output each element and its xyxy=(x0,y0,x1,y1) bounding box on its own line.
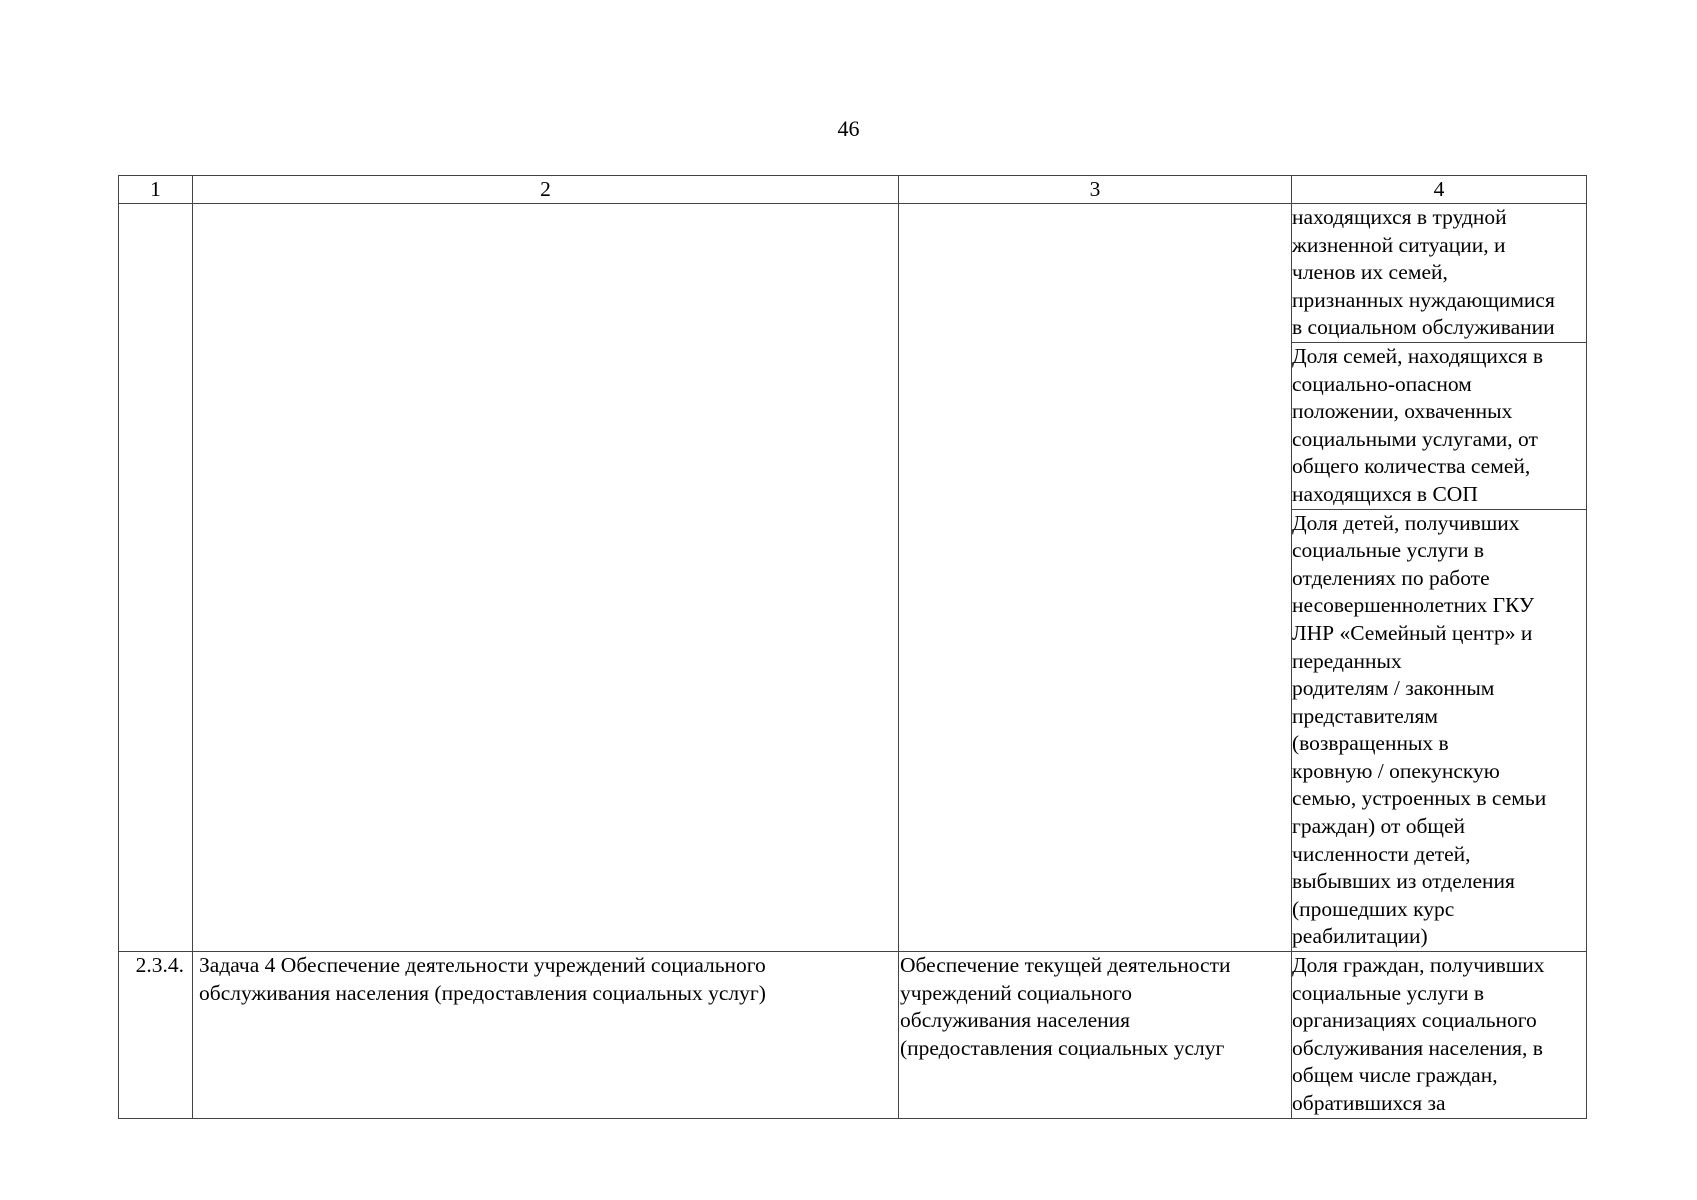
task-cell xyxy=(193,952,899,1119)
activity-line: обслуживания населения xyxy=(900,1008,1131,1033)
indicator-line: родителям / законным xyxy=(1292,676,1495,701)
row-number-cell xyxy=(119,204,193,952)
indicator-line: несовершеннолетних ГКУ xyxy=(1292,593,1535,618)
indicator-line: кровную / опекунскую xyxy=(1292,758,1500,783)
task-cell xyxy=(193,204,899,952)
table-row-continuation xyxy=(119,204,1587,952)
table-header-row xyxy=(119,176,1587,204)
header-col-3: 3 xyxy=(899,176,1292,204)
indicator-line: в социальном обслуживании xyxy=(1292,315,1555,340)
indicator-line: выбывших из отделения xyxy=(1292,869,1515,894)
activity-cell xyxy=(899,952,1292,1119)
indicator-line: признанных нуждающимися xyxy=(1292,287,1555,312)
activity-line: (предоставления социальных услуг xyxy=(900,1035,1225,1060)
indicator-line: переданных xyxy=(1292,648,1402,673)
indicator-line: граждан) от общей xyxy=(1292,814,1466,839)
indicator-line: (прошедших курс xyxy=(1292,896,1455,921)
indicator-line: социальные услуги в xyxy=(1292,980,1485,1005)
indicator-line: членов их семей, xyxy=(1292,260,1448,285)
indicator-line: социальными услугами, от xyxy=(1292,426,1538,451)
indicators-cell xyxy=(1292,952,1587,1119)
indicator-line: находящихся в СОП xyxy=(1292,481,1478,506)
indicator-line: организациях социального xyxy=(1292,1008,1537,1033)
indicator-line: социальные услуги в xyxy=(1292,538,1485,563)
indicators-cell xyxy=(1292,204,1587,952)
header-col-1: 1 xyxy=(119,176,193,204)
task-line: Задача 4 Обеспечение деятельности учреждений социального xyxy=(199,953,766,978)
indicator-line: Доля детей, получивших xyxy=(1292,510,1520,535)
indicator-block-3 xyxy=(1292,510,1586,952)
indicator-line: Доля семей, находящихся в xyxy=(1292,343,1543,368)
header-col-4: 4 xyxy=(1292,176,1587,204)
indicator-line: находящихся в трудной xyxy=(1292,205,1507,229)
indicator-line: (возвращенных в xyxy=(1292,731,1449,756)
indicator-line: отделениях по работе xyxy=(1292,565,1490,590)
activity-line: учреждений социального xyxy=(900,980,1132,1005)
indicator-block-2 xyxy=(1292,343,1586,510)
indicator-line: Доля граждан, получивших xyxy=(1292,953,1545,978)
table-row-2-3-4 xyxy=(119,952,1587,1119)
header-col-2: 2 xyxy=(193,176,899,204)
indicator-line: положении, охваченных xyxy=(1292,399,1513,424)
activity-cell xyxy=(899,204,1292,952)
indicator-line: социально-опасном xyxy=(1292,371,1472,396)
indicator-line: общего количества семей, xyxy=(1292,454,1531,479)
task-line: обслуживания населения (предоставления социальных услуг) xyxy=(199,980,766,1005)
row-number-cell: 2.3.4. xyxy=(119,952,193,1119)
program-table xyxy=(118,175,1587,1119)
indicator-line: жизненной ситуации, и xyxy=(1292,232,1506,257)
indicator-line: обслуживания населения, в xyxy=(1292,1035,1543,1060)
indicator-line: ЛНР «Семейный центр» и xyxy=(1292,620,1533,645)
indicator-line: численности детей, xyxy=(1292,841,1471,866)
indicator-line: семью, устроенных в семьи xyxy=(1292,786,1547,811)
indicator-line: общем числе граждан, xyxy=(1292,1063,1498,1088)
page-number: 46 xyxy=(837,116,860,141)
indicator-line: обратившихся за xyxy=(1292,1091,1446,1115)
indicator-line: реабилитации) xyxy=(1292,924,1428,949)
activity-line: Обеспечение текущей деятельности xyxy=(900,953,1231,978)
indicator-block-1 xyxy=(1292,204,1586,343)
indicator-line: представителям xyxy=(1292,703,1439,728)
